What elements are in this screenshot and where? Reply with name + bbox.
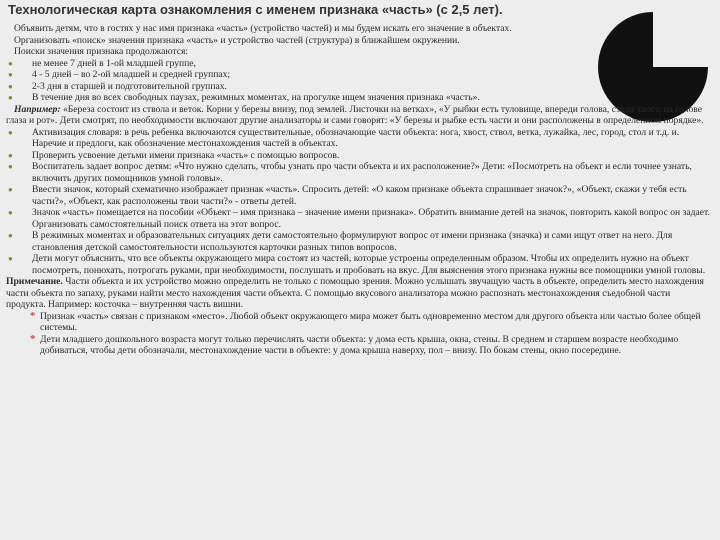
list-item: ● Ввести значок, который схематично изображает признак «часть». Спросить детей: «О каком признаке объекта спрашивает значок?», «Объект, скажи у тебя есть части?», «Объект, как расположены твои части?» - ответы детей. (6, 184, 712, 207)
example-paragraph (6, 104, 712, 127)
list-item: ● Активизация словаря: в речь ребенка включаются существительные, обозначающие части объекта: нога, хвост, ствол, ветка, лужайка, лес, город, стол и т.д. и. Наречие и предлоги, как обозначение местонахождения частей в объектах. (6, 127, 712, 150)
intro-line: Организовать «поиск» значения признака «часть» и устройство частей (структура) в ближайшем окружении. (14, 34, 460, 46)
list-item: ● В течение дня во всех свободных паузах, режимных моментах, на прогулке ищем значения признака «часть». (6, 92, 712, 104)
note-label: Примечание. (6, 276, 63, 287)
note-paragraph (6, 276, 712, 311)
steps-list (6, 127, 712, 277)
list-item: ● не менее 7 дней в 1-ой младшей группе, (6, 58, 712, 70)
note-text: Части объекта и их устройство можно определить не только с помощью зрения. Можно услышать звучащую часть в объекте, определить место нахождения части объекта по запаху, руками найти место нахождения части объекта. С помощью вкусового анализатора можно распознать местонахождения съедобной части продукта. Например: косточка – внутренняя часть вишни. (6, 276, 704, 310)
list-item: ● Проверить усвоение детьми имени признака «часть» с помощью вопросов. (6, 150, 712, 162)
intro-line: Поиски значения признака продолжаются: (14, 46, 189, 57)
example-text: «Береза состоит из ствола и веток. Корни у березы внизу, под землей. Листочки на ветках», «У рыбки есть туловище, впереди голова, сзади хвост, на голове глаза и рот». Дети смотрят, по необходимости включают другие анализаторы и сами говорят: «У березы и рыбке есть части и они расположены в определенном порядке». (6, 103, 704, 126)
list-item: ● Дети могут объяснить, что все объекты окружающего мира состоят из частей, которые устроены определенным образом. Чтобы их определить нужно на объект посмотреть, понюхать, потрогать руками, при необходимости, послушать и пробовать на вкус. Для выяснения этого признака нужны все помощники умной головы. (6, 253, 712, 276)
document-body (6, 23, 712, 357)
list-item: ● В режимных моментах и образовательных ситуациях дети самостоятельно формулируют вопрос от имени признака (значка) и сами ищут ответ на него. Для становления детской самостоятельности используются карточки разных типов вопросов. (6, 230, 712, 253)
page-title: Технологическая карта ознакомления с именем признака «часть» (с 2,5 лет). (8, 2, 503, 17)
list-item: ● 2-3 дня в старшей и подготовительной группах. (6, 81, 712, 93)
list-item: * Признак «часть» связан с признаком «место». Любой объект окружающего мира может быть одновременно местом для другого объекта или частью более общей системы. (6, 311, 712, 334)
example-label: Например: (14, 103, 61, 115)
notes-list (6, 311, 712, 357)
list-item: ● Значок «часть» помещается на пособии «Объект – имя признака – значение имени признака». Обратить внимание детей на значок, повторить какой вопрос он задает. Организовать самостоятельный поиск ответа на этот вопрос. (6, 207, 712, 230)
list-item: ● 4 - 5 дней – во 2-ой младшей и средней группах; (6, 69, 712, 81)
periods-list (6, 58, 712, 104)
list-item: * Дети младшего дошкольного возраста могут только перечислять части объекта: у дома есть крыша, окна, стены. В среднем и старшем возрасте необходимо добиваться, чтобы дети обозначали, местонахождение части в объекте: у дома крыша наверху, пол – внизу. По бокам стены, окно посередине. (6, 334, 712, 357)
intro-line: Объявить детям, что в гостях у нас имя признака «часть» (устройство частей) и мы будем искать его значение в объектах. (14, 23, 512, 34)
list-item: ● Воспитатель задает вопрос детям: «Что нужно сделать, чтобы узнать про части объекта и их расположение?» Дети: «Посмотреть на объект и если точнее узнать, включить других помощников умной головы». (6, 161, 712, 184)
